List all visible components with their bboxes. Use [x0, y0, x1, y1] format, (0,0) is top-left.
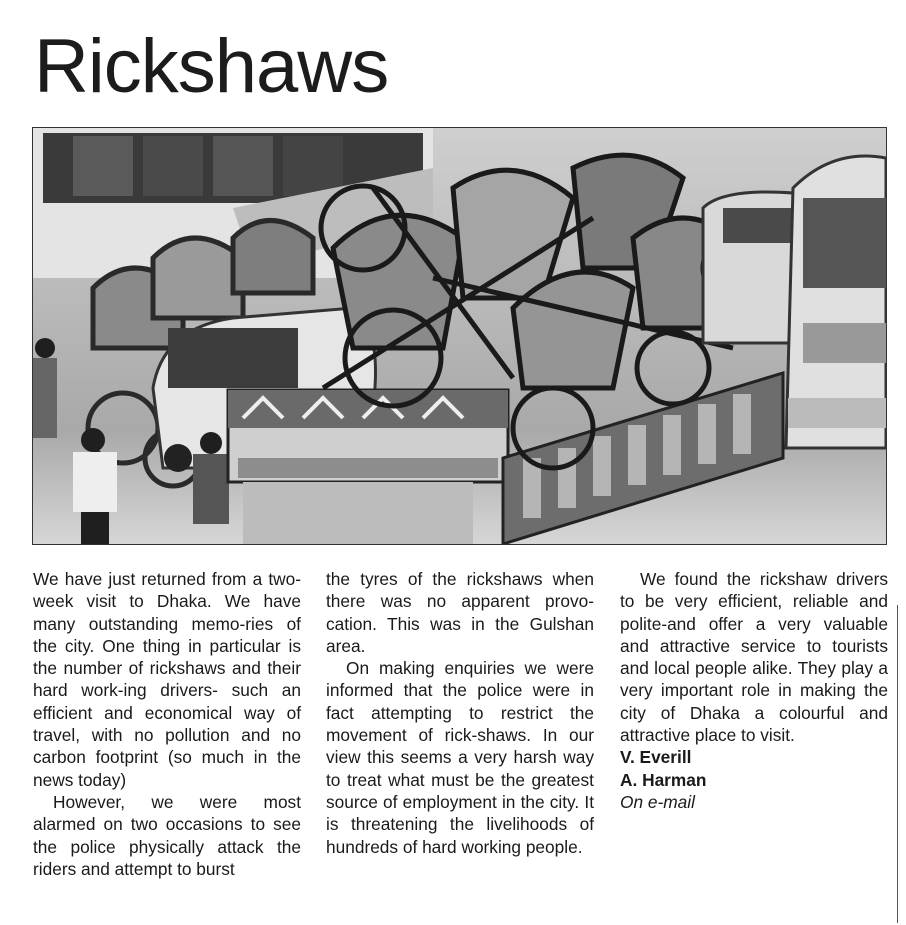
submission-method: On e-mail [620, 791, 695, 812]
paragraph: However, we were most alarmed on two occasions to see the police physically attack the riders and attempt to burst [33, 791, 301, 879]
paragraph: We have just returned from a two-week visit to Dhaka. We have many outstanding memo-ries of the city. One thing in particular is the number of rickshaws and their hard work-ing drivers- such an efficient and economical way of travel, with no pollution and no carbon footprint (so much in the news today) [33, 569, 301, 790]
headline: Rickshaws [34, 24, 389, 109]
text-column-2 [326, 568, 594, 858]
paragraph: On making enquiries we were informed that the police were in fact attempting to restrict the movement of rick-shaws. In our view this seems a very harsh way to treat what must be the greatest source of employment in the city. It is threatening the livelihoods of hundreds of hard working people. [326, 658, 594, 857]
author-name: A. Harman [620, 769, 707, 790]
right-bus-shape [786, 156, 886, 448]
text-column-3 [620, 568, 888, 813]
paragraph: the tyres of the rickshaws when there was no apparent provo-cation. This was in the Gulshan area. [326, 569, 594, 656]
column-divider [897, 605, 898, 923]
author-name: V. Everill [620, 747, 692, 768]
text-column-1 [33, 568, 301, 880]
truck-cab-shape [228, 390, 508, 544]
photo-illustration [33, 128, 886, 544]
paragraph: We found the rickshaw drivers to be very efficient, reliable and polite-and offer a very valuable and attractive service to tourists and local people alike. They play a very important role in making the city of Dhaka a colourful and attractive place to visit. [620, 569, 888, 746]
rickshaw-truck-photo [32, 127, 887, 545]
